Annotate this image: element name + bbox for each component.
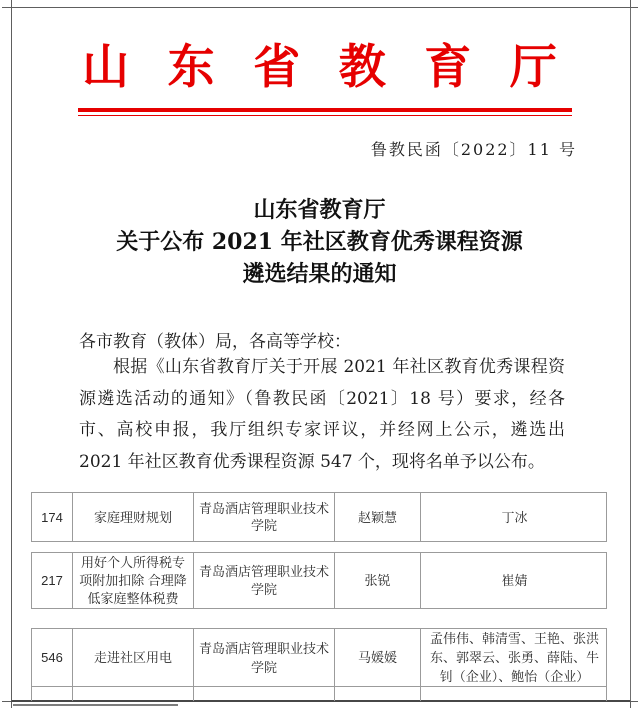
notice-title-line-3: 遴选结果的通知 (242, 261, 397, 287)
cell-course-name: 家庭理财规划 (72, 493, 193, 541)
cell-leader: 张锐 (334, 553, 420, 608)
cell-leader: 赵颖慧 (334, 493, 420, 541)
salutation-line: 各市教育（教体）局，各高等学校： (79, 332, 351, 352)
frame-corner-tick (630, 701, 638, 702)
cell-team-members: 孟伟伟、韩清雪、王艳、张洪东、郭翠云、张勇、薛陆、牛钊（企业）、鲍怡（企业） (420, 629, 608, 686)
frame-corner-tick (630, 702, 631, 708)
notice-title-line-1: 山东省教育厅 (253, 197, 386, 223)
frame-corner-tick (2, 7, 11, 8)
cell-institution: 青岛酒店管理职业技术学院 (193, 553, 334, 608)
cell-institution: 青岛酒店管理职业技术学院 (193, 629, 334, 686)
cell-seq-number: 546 (41, 650, 63, 665)
frame-corner-tick (11, 702, 12, 708)
frame-corner-tick (11, 0, 12, 7)
cell-team-members: 丁冰 (420, 493, 608, 541)
table-row (31, 552, 607, 609)
notice-title-line-2: 关于公布 2021 年社区教育优秀课程资源 (116, 229, 523, 255)
table-row (31, 628, 607, 687)
page-bottom-shadow (13, 704, 178, 706)
table-row (31, 492, 607, 542)
cell-institution: 青岛酒店管理职业技术学院 (193, 493, 334, 541)
table-row-continuation (31, 687, 607, 701)
cell-seq-number: 217 (41, 572, 63, 588)
frame-corner-tick (630, 0, 631, 7)
letterhead-agency-title: 山东省教育厅 (82, 40, 596, 95)
cell-leader: 马媛媛 (334, 629, 420, 686)
cell-course-name: 走进社区用电 (72, 629, 193, 686)
letterhead-rule-thin (78, 115, 572, 116)
frame-corner-tick (2, 701, 11, 702)
cell-course-name: 用好个人所得税专项附加扣除 合理降低家庭整体税费 (72, 553, 193, 608)
cell-team-members: 崔婧 (420, 553, 608, 608)
cell-seq-number: 174 (41, 509, 63, 525)
frame-corner-tick (630, 7, 638, 8)
document-number: 鲁教民函〔2022〕11 号 (370, 140, 577, 159)
letterhead-rule-thick (78, 108, 572, 112)
body-paragraph: 根据《山东省教育厅关于开展 2021 年社区教育优秀课程资源遴选活动的通知》（鲁教民函〔2021〕18 号）要求，经各市、高校申报，我厅组织专家评议，并经网上公示，遴选出 2021 年社区教育优秀课程资源 547 个，现将名单予以公布。 (79, 357, 565, 472)
notice-title (0, 194, 639, 290)
